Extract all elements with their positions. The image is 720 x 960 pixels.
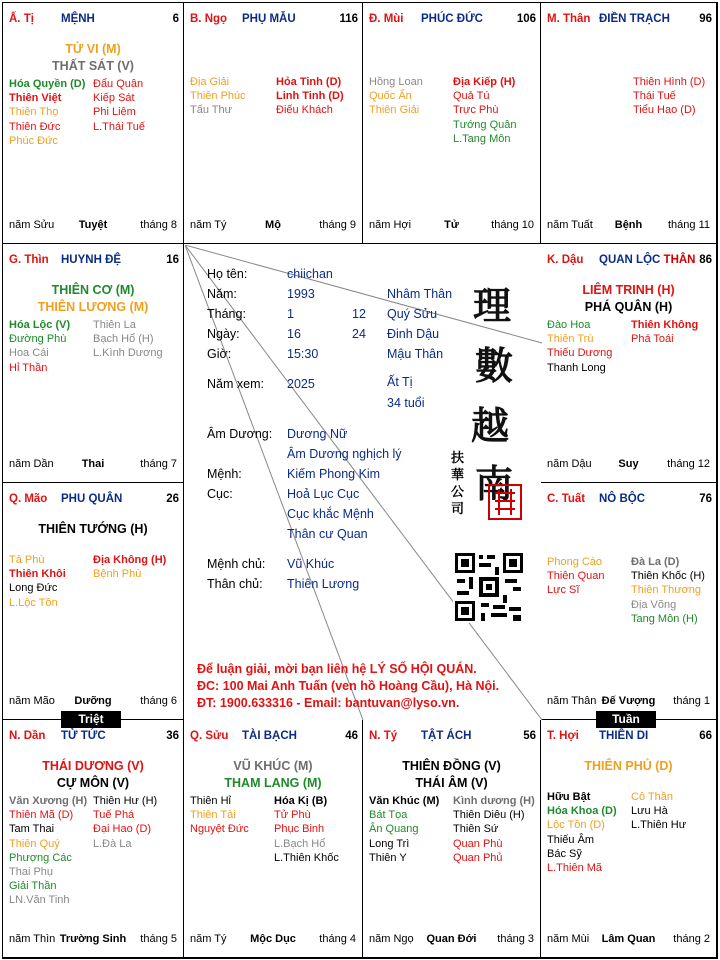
minor-star: Giải Thần <box>9 880 57 893</box>
palace-cell-phucduc[interactable] <box>363 3 541 244</box>
red-seal-stamp <box>487 483 523 521</box>
minor-stars-left <box>9 77 85 148</box>
can-chi: B. Ngọ <box>190 13 228 25</box>
minor-stars-right <box>93 794 157 851</box>
palace-cell-thiendi[interactable] <box>541 720 717 958</box>
calligraphy-char: 數 <box>475 343 514 388</box>
than-chu-label: Thân chủ: <box>207 577 263 591</box>
palace-header <box>369 13 536 29</box>
minor-star: Tả Phù <box>9 554 45 566</box>
can-chi: T. Hợi <box>547 730 579 742</box>
palace-footer <box>9 933 177 947</box>
palace-footer <box>9 695 177 709</box>
minor-star: Thiên Việt <box>9 92 62 105</box>
minor-star: Cô Thần <box>631 791 673 803</box>
thang-value: 1 <box>287 307 294 321</box>
minor-star: Hóa Quyền (D) <box>9 78 86 90</box>
minor-star: Hóa Lộc (V) <box>9 319 71 331</box>
minor-star: Thiên Hư (H) <box>93 795 158 807</box>
minor-star: Thiếu Âm <box>547 833 595 846</box>
main-stars <box>3 758 183 792</box>
main-star: TỬ VI (M) <box>65 42 121 56</box>
minor-star: Hóa Kị (B) <box>274 795 328 807</box>
minor-star: LN.Văn Tinh <box>9 894 70 907</box>
main-stars <box>3 521 183 538</box>
minor-star: Đào Hoa <box>547 319 591 331</box>
palace-header <box>190 13 358 29</box>
minor-star: Phi Liêm <box>93 106 136 119</box>
footer-year: năm Tuất <box>547 219 593 231</box>
palace-header <box>547 254 712 270</box>
minor-stars-right <box>274 794 339 865</box>
ngay-value: 16 <box>287 327 301 341</box>
palace-name: TỬ TỨC <box>61 730 106 742</box>
minor-star: Hữu Bật <box>547 791 591 803</box>
palace-footer <box>9 219 177 233</box>
minor-stars-left <box>190 75 246 118</box>
minor-star: Thiên Diêu (H) <box>453 809 525 822</box>
palace-age: 26 <box>166 493 179 505</box>
minor-stars-left <box>369 75 423 118</box>
minor-star: Phong Cáo <box>547 556 603 568</box>
palace-cell-taibach[interactable] <box>184 720 363 958</box>
footer-year: năm Mão <box>9 695 55 707</box>
footer-year: năm Mùi <box>547 933 590 945</box>
than-chu-value: Thiên Lương <box>287 577 360 591</box>
minor-star: Nguyệt Đức <box>190 823 249 836</box>
minor-star: Thanh Long <box>547 361 606 374</box>
minor-stars-right <box>93 77 145 134</box>
palace-cell-huynhde[interactable] <box>3 244 184 483</box>
minor-star: Đường Phù <box>9 333 67 346</box>
horoscope-board <box>2 2 718 959</box>
palace-footer <box>9 458 177 472</box>
palace-cell-menh[interactable] <box>3 3 184 244</box>
main-star: THIÊN TƯỚNG (H) <box>38 522 148 536</box>
minor-star: Ân Quang <box>369 823 419 836</box>
minor-star: L.Thiên Hư <box>631 819 687 832</box>
palace-age: 106 <box>516 13 536 25</box>
palace-age: 96 <box>699 13 712 25</box>
minor-star: Thiên Thọ <box>9 106 59 119</box>
menh-chu-label: Mệnh chủ: <box>207 557 266 571</box>
palace-footer <box>547 219 710 233</box>
minor-stars-right <box>93 553 166 581</box>
minor-stars-right <box>453 794 535 865</box>
nam-xem-value: 2025 <box>287 377 315 391</box>
main-stars <box>3 41 183 75</box>
footer-year: năm Sửu <box>9 219 55 231</box>
main-star: CỰ MÔN (V) <box>56 776 130 790</box>
can-chi: N. Tý <box>369 730 398 742</box>
palace-header <box>547 13 712 29</box>
minor-star: Hồng Loan <box>369 76 423 88</box>
main-stars <box>3 282 183 316</box>
minor-star: Long Đức <box>9 582 58 595</box>
palace-header <box>190 730 358 746</box>
palace-cell-tutuc[interactable] <box>3 720 184 958</box>
center-info-panel <box>185 245 543 721</box>
palace-footer <box>369 219 534 233</box>
nam-label: Năm: <box>207 287 237 301</box>
main-star: THIÊN ĐỒNG (V) <box>402 759 501 773</box>
minor-star: L.Đà La <box>93 837 132 850</box>
palace-header <box>547 493 712 509</box>
nam-can-chi: Nhâm Thân <box>387 287 453 301</box>
tuan-marker: Tuần <box>596 711 656 728</box>
minor-star: Hoa Cái <box>9 347 49 360</box>
than-marker: THÂN <box>663 254 696 266</box>
minor-stars-left <box>547 790 617 875</box>
footer-year: năm Dậu <box>547 458 592 470</box>
minor-star: L.Bạch Hổ <box>274 837 326 850</box>
qr-code[interactable] <box>453 551 525 623</box>
am-duong-value: Dương Nữ <box>287 427 348 441</box>
palace-header <box>369 730 536 746</box>
minor-star: Kình dương (H) <box>453 795 535 807</box>
ngay-can-chi: Đinh Dậu <box>387 327 440 341</box>
minor-star: Quốc Ấn <box>369 90 412 103</box>
minor-star: Thiên Giải <box>369 104 420 117</box>
minor-star: Phục Binh <box>274 823 325 836</box>
cuc-note: Cục khắc Mệnh <box>287 507 374 521</box>
thang-am-lich: 12 <box>352 307 366 321</box>
footer-year: năm Tý <box>190 933 227 945</box>
minor-star: Quả Tú <box>453 90 490 103</box>
palace-cell-phuquan[interactable] <box>3 483 184 720</box>
minor-star: L.Lộc Tồn <box>9 596 58 609</box>
palace-name: HUYNH ĐỆ <box>61 254 122 266</box>
footer-year: năm Thân <box>547 695 597 707</box>
minor-star: Đẩu Quân <box>93 78 144 90</box>
main-star: THIÊN LƯƠNG (M) <box>37 300 149 314</box>
minor-star: Địa Võng <box>631 598 677 611</box>
calligraphy-char: 越 <box>471 403 510 448</box>
main-star: THIÊN CƠ (M) <box>51 283 135 297</box>
minor-star: Thái Tuế <box>633 90 676 103</box>
palace-age: 66 <box>699 730 712 742</box>
minor-stars-left <box>547 318 612 375</box>
can-chi: K. Dậu <box>547 254 584 266</box>
footer-month: tháng 7 <box>140 458 177 470</box>
palace-name: MỆNH <box>61 13 95 25</box>
minor-star: Địa Kiếp (H) <box>453 76 516 88</box>
palace-age: 16 <box>166 254 179 266</box>
footer-phase: Tử <box>444 219 459 231</box>
footer-month: tháng 9 <box>319 219 356 231</box>
minor-star: L.Tang Môn <box>453 132 511 145</box>
footer-month: tháng 11 <box>667 219 710 231</box>
contact-line: Để luận giải, mời bạn liên hệ LÝ SỐ HỘI QUÁN. <box>197 662 477 676</box>
minor-star: Văn Khúc (M) <box>369 795 440 807</box>
palace-age: 56 <box>523 730 536 742</box>
main-star: VŨ KHÚC (M) <box>233 759 313 773</box>
footer-phase: Suy <box>618 458 639 470</box>
footer-month: tháng 10 <box>491 219 534 231</box>
minor-star: L.Thiên Mã <box>547 861 603 874</box>
minor-star: Thai Phụ <box>9 865 54 878</box>
can-chi: Đ. Mùi <box>369 13 404 25</box>
minor-stars-left <box>369 794 439 865</box>
footer-year: năm Ngọ <box>369 933 414 945</box>
main-star: PHÁ QUÂN (H) <box>584 300 673 314</box>
palace-age: 36 <box>166 730 179 742</box>
ho-ten-label: Họ tên: <box>207 267 248 281</box>
minor-stars-right <box>631 790 686 833</box>
minor-star: Thiên Tài <box>190 809 236 822</box>
minor-star: Tam Thai <box>9 823 55 836</box>
minor-star: Đại Hao (D) <box>93 823 152 836</box>
minor-star: Tuế Phá <box>93 809 135 822</box>
minor-stars-left <box>9 794 87 908</box>
main-star: THIÊN PHỦ (D) <box>584 759 673 773</box>
palace-header <box>9 730 179 746</box>
contact-address: ĐC: 100 Mai Anh Tuấn (ven hồ Hoàng Cầu), Hà Nội. <box>197 679 500 693</box>
minor-star: Thiên Phúc <box>190 90 246 103</box>
am-duong-note: Âm Dương nghịch lý <box>287 447 402 461</box>
gio-can-chi: Mậu Thân <box>387 347 444 361</box>
footer-month: tháng 1 <box>673 695 710 707</box>
minor-star: Địa Không (H) <box>93 554 167 566</box>
palace-footer <box>190 933 356 947</box>
palace-cell-quanloc[interactable] <box>541 244 717 483</box>
can-chi: Ấ. Tị <box>9 13 34 25</box>
minor-star: Quan Phù <box>453 837 503 850</box>
minor-star: Lực Sĩ <box>547 584 580 597</box>
main-star: THÁI DƯƠNG (V) <box>42 759 144 773</box>
minor-stars-right <box>453 75 517 146</box>
footer-month: tháng 3 <box>497 933 534 945</box>
ngay-am-lich: 24 <box>352 327 366 341</box>
palace-age: 6 <box>172 13 179 25</box>
ngay-label: Ngày: <box>207 327 240 341</box>
minor-star: Bệnh Phù <box>93 568 142 581</box>
minor-star: Long Trì <box>369 837 410 850</box>
minor-star: Thiên Hình (D) <box>633 76 706 88</box>
minor-star: L.Thiên Khốc <box>274 851 339 864</box>
thang-can-chi: Quý Sửu <box>387 307 438 321</box>
minor-star: Tướng Quân <box>453 118 517 131</box>
palace-header <box>9 254 179 270</box>
can-chi: N. Dần <box>9 730 46 742</box>
footer-month: tháng 2 <box>673 933 710 945</box>
gio-label: Giờ: <box>207 347 232 361</box>
footer-phase: Trường Sinh <box>59 933 127 945</box>
minor-star: Đà La (D) <box>631 556 680 568</box>
palace-cell-dientrach[interactable] <box>541 3 717 244</box>
minor-stars-left <box>547 555 604 598</box>
footer-month: tháng 8 <box>140 219 177 231</box>
minor-star: Tiểu Hao (D) <box>633 104 696 117</box>
minor-stars-left <box>9 318 70 375</box>
menh-chu-value: Vũ Khúc <box>287 557 335 571</box>
footer-year: năm Thìn <box>9 933 56 945</box>
nam-xem-label: Năm xem: <box>207 377 264 391</box>
tuoi-value: 34 tuổi <box>387 396 425 410</box>
palace-name: NÔ BỘC <box>599 493 645 505</box>
palace-footer <box>547 933 710 947</box>
minor-star: Lưu Hà <box>631 805 668 818</box>
minor-star: Thiên Không <box>631 319 699 331</box>
minor-star: Phá Toái <box>631 333 674 346</box>
minor-star: Tử Phù <box>274 809 311 822</box>
palace-name: PHÚC ĐỨC <box>421 13 483 25</box>
minor-star: Văn Xương (H) <box>9 795 88 807</box>
footer-month: tháng 4 <box>319 933 356 945</box>
palace-age: 46 <box>345 730 358 742</box>
can-chi: M. Thân <box>547 13 591 25</box>
palace-footer <box>547 695 710 709</box>
calligraphy-small: 扶 華 公 司 <box>451 451 465 517</box>
footer-month: tháng 5 <box>140 933 177 945</box>
triet-marker: Triệt <box>61 711 121 728</box>
palace-cell-tatach[interactable] <box>363 720 541 958</box>
can-chi: G. Thìn <box>9 254 49 266</box>
palace-header <box>547 730 712 746</box>
minor-star: L.Thái Tuế <box>93 120 145 133</box>
minor-star: Thiên Quý <box>9 837 60 850</box>
minor-star: Thiên Quan <box>547 570 605 583</box>
than-cu-note: Thân cư Quan <box>287 527 368 541</box>
minor-stars-right <box>93 318 163 361</box>
minor-star: Thiên Hỉ <box>190 795 231 807</box>
ho-ten-value: chiichan <box>287 267 333 281</box>
footer-phase: Bệnh <box>614 219 643 231</box>
palace-footer <box>369 933 534 947</box>
palace-name: PHỤ MẪU <box>242 13 296 25</box>
calligraphy-char: 南 <box>475 461 514 506</box>
can-chi: Q. Sửu <box>190 730 229 742</box>
minor-star: Trực Phù <box>453 104 499 117</box>
palace-name: THIÊN DI <box>599 730 649 742</box>
palace-footer <box>190 219 356 233</box>
contact-phone-email[interactable]: ĐT: 1900.633316 - Email: bantuvan@lyso.vn. <box>197 696 460 710</box>
minor-star: Quan Phủ <box>453 851 503 864</box>
footer-phase: Quan Đới <box>426 933 477 945</box>
palace-age: 116 <box>339 13 358 25</box>
minor-stars-left <box>190 794 249 837</box>
menh-label: Mệnh: <box>207 467 242 481</box>
main-star: THAM LANG (M) <box>224 776 322 790</box>
minor-stars-right <box>631 318 698 346</box>
palace-name: PHU QUÂN <box>61 493 123 505</box>
footer-phase: Mộc Dục <box>250 933 296 945</box>
minor-star: Tang Môn (H) <box>631 612 698 625</box>
main-stars <box>541 282 716 316</box>
can-chi: Q. Mão <box>9 493 48 505</box>
footer-phase: Mộ <box>265 219 281 231</box>
minor-star: Hỉ Thần <box>9 361 48 374</box>
main-stars <box>184 758 362 792</box>
minor-star: Phúc Đức <box>9 134 58 147</box>
minor-star: L.Kình Dương <box>93 347 163 360</box>
minor-star: Thiên Mã (D) <box>9 809 74 822</box>
minor-star: Kiếp Sát <box>93 92 135 105</box>
footer-year: năm Dần <box>9 458 54 470</box>
cuc-label: Cục: <box>207 487 233 501</box>
minor-star: Phượng Các <box>9 851 72 864</box>
palace-name: TẬT ÁCH <box>421 730 472 742</box>
minor-star: Thiên Đức <box>9 120 61 133</box>
palace-age: 76 <box>699 493 712 505</box>
minor-star: Thiếu Dương <box>547 347 613 360</box>
minor-star: Linh Tinh (D) <box>276 90 344 103</box>
minor-star: Thiên Sứ <box>453 823 499 836</box>
minor-star: Điếu Khách <box>276 104 333 117</box>
minor-star: Thiên Trù <box>547 333 594 346</box>
nam-value: 1993 <box>287 287 315 301</box>
minor-stars-right <box>631 555 705 626</box>
footer-phase: Lâm Quan <box>601 933 656 945</box>
minor-star: Tấu Thư <box>190 104 233 117</box>
palace-name: TÀI BẠCH <box>242 730 297 742</box>
minor-stars-right <box>633 75 705 118</box>
menh-value: Kiếm Phong Kim <box>287 467 381 481</box>
palace-cell-phumau[interactable] <box>184 3 363 244</box>
cuc-value: Hoả Lục Cục <box>287 487 360 501</box>
main-star: LIÊM TRINH (H) <box>582 283 675 297</box>
minor-stars-left <box>9 553 66 610</box>
calligraphy-char: 理 <box>473 283 512 328</box>
palace-name: QUAN LỘC THÂN <box>599 254 696 266</box>
palace-name: ĐIỀN TRẠCH <box>599 13 670 25</box>
footer-month: tháng 6 <box>140 695 177 707</box>
thang-label: Tháng: <box>207 307 246 321</box>
nam-xem-can-chi: Ất Tị <box>387 375 413 389</box>
footer-phase: Thai <box>81 458 105 470</box>
footer-month: tháng 12 <box>667 458 710 470</box>
palace-footer <box>547 458 710 472</box>
main-star: THÁI ÂM (V) <box>415 776 488 790</box>
minor-star: Lộc Tồn (D) <box>547 819 605 832</box>
minor-star: Thiên Khốc (H) <box>631 570 705 583</box>
am-duong-label: Âm Dương: <box>207 427 273 441</box>
palace-cell-nobộc[interactable] <box>541 483 717 720</box>
minor-star: Hỏa Tinh (D) <box>276 76 342 88</box>
main-stars <box>363 758 540 792</box>
gio-value: 15:30 <box>287 347 319 361</box>
minor-stars-right <box>276 75 344 118</box>
palace-header <box>9 13 179 29</box>
footer-year: năm Tý <box>190 219 227 231</box>
minor-star: Thiên La <box>93 319 136 331</box>
minor-star: Bạch Hổ (H) <box>93 333 154 346</box>
minor-star: Thiên Thương <box>631 584 702 597</box>
minor-star: Thiên Khôi <box>9 568 66 581</box>
footer-year: năm Hợi <box>369 219 412 231</box>
palace-header <box>9 493 179 509</box>
minor-star: Thiên Y <box>369 851 407 864</box>
palace-age: 86 <box>699 254 712 266</box>
can-chi: C. Tuất <box>547 493 586 505</box>
main-stars <box>541 758 716 775</box>
minor-star: Hóa Khoa (D) <box>547 805 617 818</box>
minor-star: Bác Sỹ <box>547 847 582 860</box>
footer-phase: Dưỡng <box>74 695 112 707</box>
minor-star: Bát Tọa <box>369 809 408 822</box>
minor-star: Địa Giải <box>190 76 230 88</box>
footer-phase: Tuyệt <box>78 219 108 231</box>
footer-phase: Đế Vượng <box>601 695 656 707</box>
main-star: THẤT SÁT (V) <box>52 59 134 73</box>
